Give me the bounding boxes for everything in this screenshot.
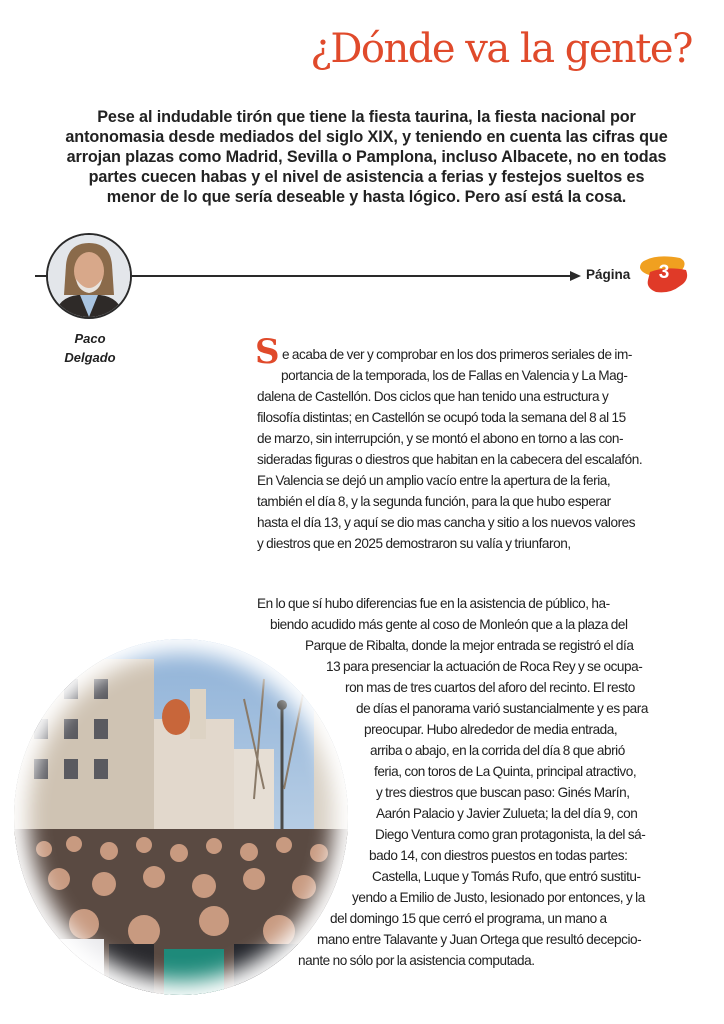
body-line: En lo que sí hubo diferencias fue en la asistencia de público, ha- (257, 596, 610, 611)
body-line: Parque de Ribalta, donde la mejor entrada se registró el día (305, 638, 634, 653)
body-line: bado 14, con diestros puestos en todas partes: (369, 848, 628, 863)
author-first-name: Paco (74, 331, 106, 346)
body-line: también el día 8, y la segunda función, para la que hubo esperar (257, 494, 611, 509)
body-line: sideradas figuras o diestros que habitan en la cabecera del escalafón. (257, 452, 643, 467)
lead-line: menor de lo que sería deseable y hasta lógico. Pero así está la cosa. (106, 188, 627, 206)
author-byline (50, 329, 130, 367)
body-line: Castella, Luque y Tomás Rufo, que entró sustitu- (372, 869, 641, 884)
body-line: En Valencia se dejó un amplio vacío entre la apertura de la feria, (257, 473, 611, 488)
drop-cap: S (255, 332, 280, 372)
body-line: ron mas de tres cuartos del aforo del recinto. El resto (345, 680, 635, 695)
body-line: Aarón Palacio y Javier Zulueta; la del día 9, con (376, 806, 638, 821)
page-number: 3 (658, 262, 670, 283)
body-line: feria, con toros de La Quinta, principal atractivo, (374, 764, 637, 779)
page-label: Página (586, 267, 631, 282)
body-line: portancia de la temporada, los de Fallas en Valencia y La Mag- (281, 368, 628, 383)
body-line: nante no sólo por la asistencia computada. (298, 953, 535, 968)
body-line: e acaba de ver y comprobar en los dos primeros seriales de im- (282, 347, 632, 362)
body-line: preocupar. Hubo alrededor de media entrada, (364, 722, 618, 737)
body-line: Diego Ventura como gran protagonista, la del sá- (375, 827, 646, 842)
body-line: filosofía distintas; en Castellón se ocupó toda la semana del 8 al 15 (257, 410, 626, 425)
arrow-right-icon (570, 271, 581, 281)
article-title: ¿Dónde va la gente? (310, 26, 692, 72)
body-line: dalena de Castellón. Dos ciclos que han tenido una estructura y (257, 389, 609, 404)
lead-line: arrojan plazas como Madrid, Sevilla o Pamplona, incluso Albacete, no en todas (66, 148, 667, 166)
body-line: y diestros que en 2025 demostraron su valía y triunfaron, (257, 536, 571, 551)
body-line: y tres diestros que buscan paso: Ginés Marín, (376, 785, 630, 800)
author-last-name: Delgado (64, 350, 116, 365)
article-lead (36, 107, 697, 207)
body-line: yendo a Emilio de Justo, lesionado por entonces, y la (352, 890, 645, 905)
body-line: biendo acudido más gente al coso de Monleón que a la plaza del (270, 617, 628, 632)
body-line: 13 para presenciar la actuación de Roca Rey y se ocupa- (326, 659, 643, 674)
crowd-photo (14, 639, 348, 995)
body-line: arriba o abajo, en la corrida del día 8 que abrió (370, 743, 625, 758)
lead-line: partes cuecen habas y el nivel de asistencia a ferias y festejos sueltos es (88, 168, 645, 186)
body-line: hasta el día 13, y aquí se dio mas cancha y sitio a los nuevos valores (257, 515, 636, 530)
body-line: mano entre Talavante y Juan Ortega que resultó decepcio- (317, 932, 642, 947)
author-portrait-icon (48, 235, 130, 317)
crowd-street-image (14, 639, 348, 995)
body-line: del domingo 15 que cerró el programa, un mano a (330, 911, 607, 926)
lead-line: Pese al indudable tirón que tiene la fiesta taurina, la fiesta nacional por (97, 108, 636, 126)
author-avatar (46, 233, 132, 319)
lead-line: antonomasia desde mediados del siglo XIX, y teniendo en cuenta las cifras que (65, 128, 668, 146)
body-line: de días el panorama varió sustancialmente y es para (356, 701, 648, 716)
body-line: de marzo, sin interrupción, y se montó el abono en torno a las con- (257, 431, 624, 446)
